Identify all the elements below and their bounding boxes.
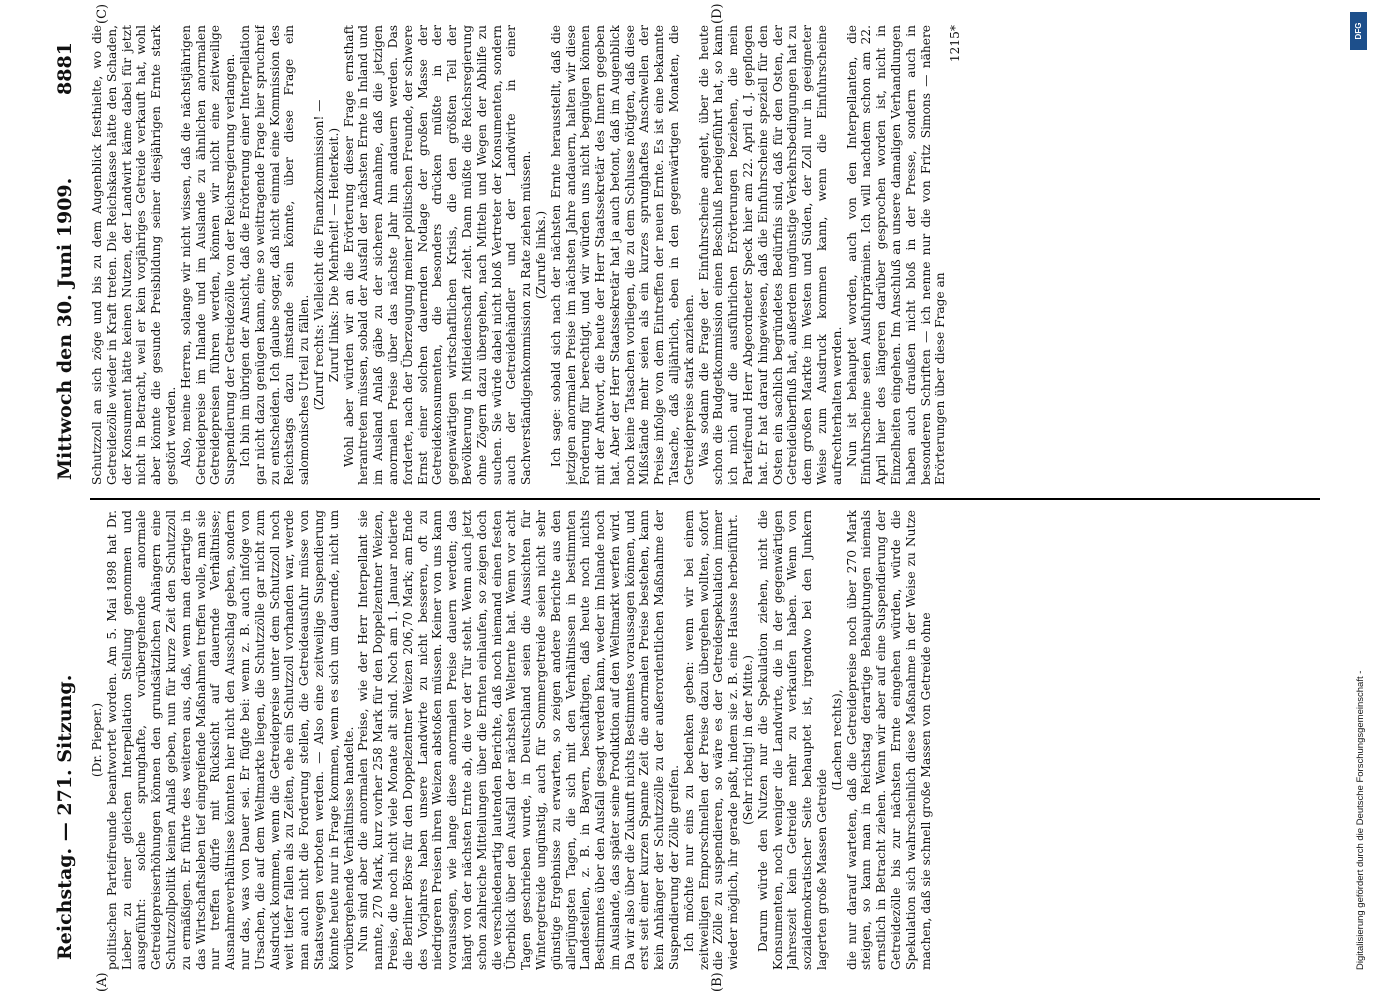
header-session: Reichstag. — 271. Sitzung. <box>54 674 76 960</box>
interjection: (Sehr richtig! in der Mitte.) <box>741 655 756 825</box>
paragraph: Also, meine Herren, solange wir nicht wissen, daß die nächstjährigen Getreidepreise im Inlande und im Auslande zu ähnlichen anormalen Getreidepreisen führen werden, können wir nicht eine zeitweilige Suspendierung der Getreidezölle von der Reichsregierung verlangen. <box>178 25 238 485</box>
paragraph: Ich sage: sobald sich nach der nächsten Ernte herausstellt, daß die jetzigen anormalen Preise im nächsten Jahre andauern, halten wir diese Forderung für berechtigt, und wir würden uns nicht begnügen können mit der Antwort, die heute der Herr Staatssekretär des Innern gegeben hat. Aber der Herr Staatssekretär hat ja auch betont, daß im Augenblick noch keine Tatsachen vorliegen, die zu dem Schlusse nötigten, daß diese Mißstände mehr seien als ein kurzes sprunghaftes Anschwellen der Preise infolge von dem Eintreffen der neuen Ernte. Es ist eine bekannte Tatsache, daß alljährlich, eben in den gegenwärtigen Monaten, die Getreidepreise stark anziehen. <box>548 25 696 485</box>
interjection: (Lachen rechts), <box>829 689 844 791</box>
dfg-logo: DFG <box>1350 12 1367 50</box>
column-divider <box>90 498 1320 500</box>
left-column <box>90 510 1330 970</box>
margin-marker-a: (A) <box>95 972 110 992</box>
paragraph: Nun ist behauptet worden, auch von den Interpellanten, die Einfuhrscheine seien Ausfuhrprämien. Ich will nachdem schon am 22. April hier des längeren darüber gesprochen worden ist, nicht in Einzelheiten eingehen. Im Anschluß an unsere damaligen Verhandlungen haben auch draußen nicht bloß in der Presse, sondern auch in besonderen Schriften — ich nenne nur die von Fritz Simons — nähere Erörterungen über diese Frage an <box>844 25 948 485</box>
paragraph: Nun sind aber die anormalen Preise, wie der Herr Interpellant sie nannte, 270 Mark, kurz vorher 258 Mark für den Doppelzentner Weizen, Preise, die noch nicht viele Monate alt sind. Noch am 1. Januar notierte die Berliner Börse für den Doppelzentner Weizen 206,70 Mark; am Ende des Vorjahres haben unsere Landwirte zu nicht besseren, oft zu niedrigeren Preisen ihren Weizen abstoßen müssen. Keiner von uns kann voraussagen, wie lange diese anormalen Preise dauern werden; das hängt von der nächsten Ernte ab, die vor der Tür steht. Wenn auch jetzt schon zahlreiche Mitteilungen über die Ernten einlaufen, so zeigen doch die verschiedenartig lautenden Berichte, daß noch niemand einen festen Überblick über den Ausfall der nächsten Welternte hat. Wenn vor acht Tagen geschrieben wurde, in Deutschland seien die Aussichten für Wintergetreide ungünstig, auch für Sommergetreide seien nicht sehr günstige Ergebnisse zu erwarten, so zeigen andere Berichte aus den allerjüngsten Tagen, die sich mit den Verhältnissen in bestimmten Landesteilen, z. B. in Bayern, beschäftigen, daß heute noch nichts Bestimmtes über den Ausfall gesagt werden kann, weder im Inlande noch im Auslande, das später seine Produktion auf den Weltmarkt werfen wird. Da wir also über die Zukunft nichts Bestimmtes voraussagen können, und erst seit einer kurzen Spanne Zeit die anormalen Preise bestehen, kann kein Anhänger der Schutzzölle zu der außerordentlichen Maßnahme der Suspendierung der Zölle greifen. <box>356 510 682 970</box>
right-column <box>90 25 1330 485</box>
margin-marker-b: (B) <box>710 972 725 992</box>
paragraph: Wohl aber würden wir an die Erörterung dieser Frage ernsthaft herantreten müssen, sobald der Ausfall der nächsten Ernte in Inland und im Ausland Anlaß gäbe zu der sicheren Annahme, daß die jetzigen anormalen Preise über das nächste Jahr hin andauern werden. Das forderte, nach der Überzeugung meiner politischen Freunde, der schwere Ernst einer solchen dauernden Notlage der großen Masse der Getreidekonsumenten, die besonders drücken müßte in der gegenwärtigen wirtschaftlichen Krisis, die den größten Teil der Bevölkerung in Mitleidenschaft zieht. Dann müßte die Reichsregierung ohne Zögern dazu übergehen, nach Mitteln und Wegen der Abhilfe zu suchen. Sie würde dabei nicht bloß Vertreter der Konsumenten, sondern auch der Getreidehändler und der Landwirte in einer Sachverständigenkommission zu Rate ziehen müssen. <box>341 25 534 485</box>
interjection: (Zurufe links.) <box>533 210 548 300</box>
interjection: (Zuruf rechts: Vielleicht die Finanzkommission! — <box>311 99 326 411</box>
paragraph: die nur darauf warteten, daß die Getreidepreise noch über 270 Mark steigen, so kann man in Reichstag derartige Behauptungen niemals ernstlich in Betracht ziehen. Wenn wir aber auf eine Suspendierung der Getreidezölle bis zur nächsten Ernte eingehen würden, würde die Spekulation sich wahrscheinlich diese Maßnahme in der Weise zu Nutze machen, daß sie schnell große Massen von Getreide ohne <box>844 510 933 970</box>
paragraph: Ich bin im übrigen der Ansicht, daß die Erörterung einer Interpellation gar nicht dazu genügen kann, eine so weittragende Frage hier spruchreif zu entscheiden. Ich glaube sogar, daß nicht einmal eine Kommission des Reichstags dazu imstande sein könnte, über diese Frage ein salomonisches Urteil zu fällen. <box>237 25 312 485</box>
paragraph: Darum würde den Nutzen nur die Spekulation ziehen, nicht die Konsumenten, noch weniger die Landwirte, die in der gegenwärtigen Jahreszeit kein Getreide mehr zu verkaufen haben. Wenn von sozialdemokratischer Seite behauptet ist, irgendwo bei den Junkern lagerten große Massen Getreide <box>755 510 830 970</box>
margin-marker-c: (C) <box>95 3 110 24</box>
page-header <box>40 0 80 1000</box>
speaker-label: (Dr. Pieper.) <box>90 702 104 778</box>
header-date: Mittwoch den 30. Juni 1909. <box>54 177 76 480</box>
header-page-number: 8881 <box>54 42 76 95</box>
catchword: 1215* <box>948 25 963 63</box>
digitization-credit: Digitalisierung gefördert durch die Deutsche Forschungsgemeinschaft - <box>1355 670 1366 970</box>
paragraph: Was sodann die Frage der Einfuhrscheine angeht, über die heute schon die Budgetkommission einen Beschluß herbeigeführt hat, so kann ich mich auf die ausführlichen Erörterungen beziehen, die mein Parteifreund Herr Abgeordneter Speck hier am 22. April d. J. gepflogen hat. Er hat darauf hingewiesen, daß die Einfuhrscheine speziell für den Osten ein sachlich begründetes Bedürfnis sind, daß für den Osten, der Getreideüberfluß hat, außerdem ungünstige Verkehrsbedingungen hat zu dem großen Markte im Westen und Süden, der Zoll nur in geeigneter Weise zum Ausdruck kommen kann, wenn die Einfuhrscheine aufrechterhalten werden. <box>696 25 844 485</box>
paragraph: Ich möchte nur eins zu bedenken geben: wenn wir bei einem zeitweiligen Emporschnellen der Preise dazu übergehen wollten, sofort die Zölle zu suspendieren, so wäre es der Getreidespekulation immer wieder möglich, ihr gerade paßt, indem sie z. B. eine Hausse herbeiführt. <box>681 510 741 970</box>
interjection: Zuruf links: Die Mehrheit! — Heiterkeit.) <box>326 127 341 383</box>
paragraph: politischen Parteifreunde beantwortet worden. Am 5. Mai 1898 hat Dr. Lieber zu einer gleichen Interpellation Stellung genommen und ausgeführt: solche sprunghafte, vorübergehende anormale Getreidepreiserhöhungen können den grundsätzlichen Anhängern eine Schutzzollpolitik keinen Anlaß geben, nun für kurze Zeit den Schutzzoll zu ermäßigen. Er führte des weiteren aus, daß, wenn man derartige in das Wirtschaftsleben tief eingreifende Maßnahmen treffen wolle, man sie nur treffen dürfe mit Rücksicht auf dauernde Verhältnisse; Ausnahmeverhältnisse könnten hier nicht den Ausschlag geben, sondern nur das, was von Dauer sei. Er fügte bei: wenn z. B. auch infolge von Ursachen, die auf dem Weltmarkte liegen, die Schutzzölle gar nicht zum Ausdruck kommen, wenn die Getreidepreise unter dem Schutzzoll noch weit tiefer fallen als zu Zeiten, ehe ein Schutzzoll vorhanden war, werde man auch nicht die Forderung stellen, die Getreideausfuhr müsse von Staatswegen verboten werden. — Also eine zeitweilige Suspendierung könnte heute nur in Frage kommen, wenn es sich um dauernde, nicht um vorübergehende Verhältnisse handelte. <box>104 510 356 970</box>
margin-marker-d: (D) <box>710 3 725 24</box>
paragraph: Schutzzoll an sich zöge und bis zu dem Augenblick festhielte, wo die Getreidezölle wieder in Kraft treten. Die Reichskasse hätte den Schaden, der Konsument hätte keinen Nutzen, der Landwirt käme dabei für jetzt nicht in Betracht, weil er kein vorjähriges Getreide verkauft hat, wohl aber könnte die gesunde Preisbildung seiner diesjährigen Ernte stark gestört werden. <box>90 25 178 485</box>
